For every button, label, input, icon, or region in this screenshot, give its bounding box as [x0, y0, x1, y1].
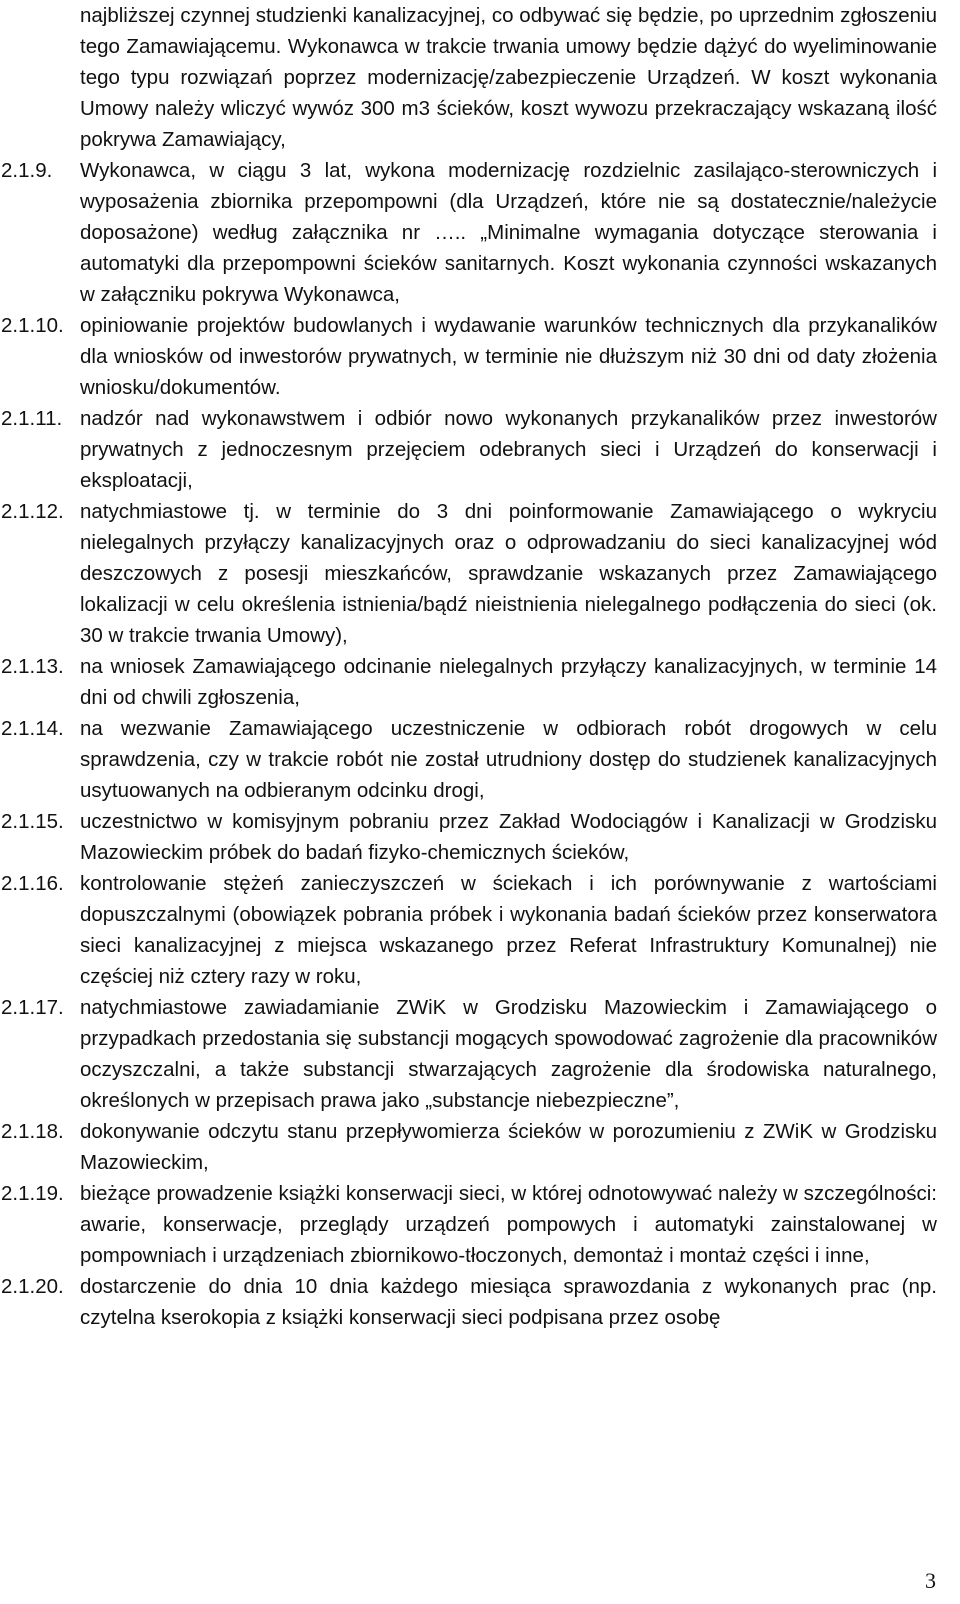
item-text: nadzór nad wykonawstwem i odbiór nowo wykonanych przykanalików przez inwestorów prywatnych z jednoczesnym przejęciem odebranych sieci i Urządzeń do konserwacji i eksploatacji, [80, 407, 937, 492]
item-number: 2.1.11. [1, 407, 63, 430]
item-text: opiniowanie projektów budowlanych i wydawanie warunków technicznych dla przykanalików dla wniosków od inwestorów prywatnych, w terminie nie dłuższym niż 30 dni od daty złożenia wniosku/dokumentów. [80, 314, 937, 399]
list-item [1, 403, 937, 496]
item-text: dostarczenie do dnia 10 dnia każdego miesiąca sprawozdania z wykonanych prac (np. czytelna kserokopia z książki konserwacji sieci podpisana przez osobę [80, 1275, 937, 1329]
list-item [1, 868, 937, 992]
item-number: 2.1.17. [1, 996, 64, 1019]
numbered-list [1, 155, 937, 1333]
item-number: 2.1.15. [1, 810, 64, 833]
item-number: 2.1.12. [1, 500, 64, 523]
item-text: bieżące prowadzenie książki konserwacji sieci, w której odnotowywać należy w szczególności: awarie, konserwacje, przeglądy urządzeń pompowych i automatyki zainstalowanej w pompowniach i urządzeniach zbiornikowo-tłoczonych, demontaż i montaż części i inne, [80, 1182, 937, 1267]
item-text: na wezwanie Zamawiającego uczestniczenie w odbiorach robót drogowych w celu sprawdzenia, czy w trakcie robót nie został utrudniony dostęp do studzienek kanalizacyjnych usytuowanych na odbieranym odcinku drogi, [80, 717, 937, 802]
list-item [1, 992, 937, 1116]
list-item [1, 310, 937, 403]
document-body [1, 0, 937, 1333]
item-text: natychmiastowe tj. w terminie do 3 dni poinformowanie Zamawiającego o wykryciu nielegalnych przyłączy kanalizacyjnych oraz o odprowadzaniu do sieci kanalizacyjnej wód deszczowych z posesji mieszkańców, sprawdzanie wskazanych przez Zamawiającego lokalizacji w celu określenia istnienia/bądź nieistnienia nielegalnego podłączenia do sieci (ok. 30 w trakcie trwania Umowy), [80, 500, 937, 647]
item-number: 2.1.18. [1, 1120, 64, 1143]
list-item [1, 155, 937, 310]
item-text: kontrolowanie stężeń zanieczyszczeń w ściekach i ich porównywanie z wartościami dopuszczalnymi (obowiązek pobrania próbek i wykonania badań ścieków przez konserwatora sieci kanalizacyjnej z miejsca wskazanego przez Referat Infrastruktury Komunalnej) nie częściej niż cztery razy w roku, [80, 872, 937, 988]
list-item [1, 1116, 937, 1178]
item-number: 2.1.20. [1, 1275, 64, 1298]
item-text: dokonywanie odczytu stanu przepływomierza ścieków w porozumieniu z ZWiK w Grodzisku Mazowieckim, [80, 1120, 937, 1174]
item-number: 2.1.14. [1, 717, 64, 740]
item-number: 2.1.13. [1, 655, 64, 678]
list-item [1, 1271, 937, 1333]
item-text: natychmiastowe zawiadamianie ZWiK w Grodzisku Mazowieckim i Zamawiającego o przypadkach przedostania się substancji mogących spowodować zagrożenie dla pracowników oczyszczalni, a także substancji stwarzających zagrożenie dla środowiska naturalnego, określonych w przepisach prawa jako „substancje niebezpieczne”, [80, 996, 937, 1112]
item-text: uczestnictwo w komisyjnym pobraniu przez Zakład Wodociągów i Kanalizacji w Grodzisku Mazowieckim próbek do badań fizyko-chemicznych ścieków, [80, 810, 937, 864]
list-item [1, 713, 937, 806]
list-item [1, 806, 937, 868]
page-number: 3 [925, 1568, 936, 1593]
item-text: na wniosek Zamawiającego odcinanie nielegalnych przyłączy kanalizacyjnych, w terminie 14 dni od chwili zgłoszenia, [80, 655, 937, 709]
item-number: 2.1.16. [1, 872, 64, 895]
item-number: 2.1.9. [1, 159, 53, 182]
list-item [1, 1178, 937, 1271]
item-number: 2.1.19. [1, 1182, 64, 1205]
list-item [1, 496, 937, 651]
item-number: 2.1.10. [1, 314, 64, 337]
list-item [1, 651, 937, 713]
continuation-paragraph: najbliższej czynnej studzienki kanalizacyjnej, co odbywać się będzie, po uprzednim zgłoszeniu tego Zamawiającemu. Wykonawca w trakcie trwania umowy będzie dążyć do wyeliminowanie tego typu rozwiązań poprzez modernizację/zabezpieczenie Urządzeń. W koszt wykonania Umowy należy wliczyć wywóz 300 m3 ścieków, koszt wywozu przekraczający wskazaną ilość pokrywa Zamawiający, [80, 4, 937, 151]
item-text: Wykonawca, w ciągu 3 lat, wykona modernizację rozdzielnic zasilająco-sterowniczych i wyposażenia zbiornika przepompowni (dla Urządzeń, które nie są dostatecznie/należycie doposażone) według załącznika nr ….. „Minimalne wymagania dotyczące sterowania i automatyki dla przepompowni ścieków sanitarnych. Koszt wykonania czynności wskazanych w załączniku pokrywa Wykonawca, [80, 159, 937, 306]
